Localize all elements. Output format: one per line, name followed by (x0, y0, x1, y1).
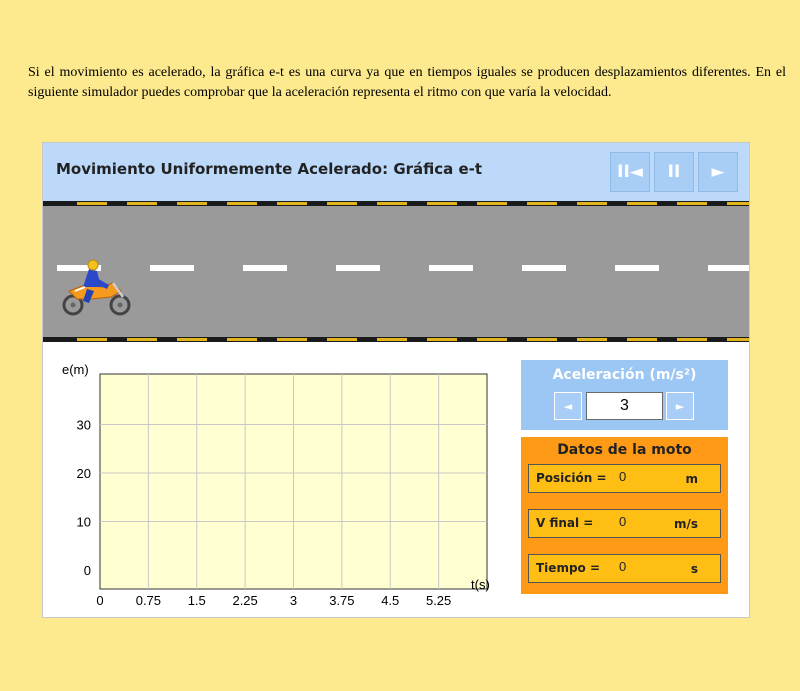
bottom-lane-marker (77, 338, 107, 341)
center-lane-dashes (57, 265, 749, 271)
position-unit: m (685, 472, 698, 486)
bottom-lane-marker (227, 338, 257, 341)
graph-xlabel: t(s) (471, 577, 490, 592)
datos-panel (521, 437, 728, 594)
play-button[interactable]: ► (698, 152, 738, 192)
decrease-acceleration-button[interactable]: ◄ (554, 392, 582, 420)
acceleration-title: Aceleración (m/s²) (552, 367, 697, 383)
x-axis-tick-labels (96, 593, 451, 608)
y-tick-label: 20 (76, 466, 91, 481)
center-lane-dash (708, 265, 749, 271)
y-tick-label: 0 (83, 563, 91, 578)
top-lane-marker (677, 202, 707, 205)
x-tick-label: 0.75 (135, 593, 162, 608)
bottom-lane-marker (527, 338, 557, 341)
x-tick-label: 3.75 (329, 593, 355, 608)
center-lane-dash (336, 265, 380, 271)
intro-paragraph: Si el movimiento es acelerado, la gráfica e-t es una curva ya que en tiempos iguales se producen desplazamientos diferentes. En el siguiente simulador puedes comprobar que la aceleración representa el ritmo con que varía la velocidad. (28, 65, 786, 100)
bottom-lane-marker (577, 338, 607, 341)
bottom-lane-marker (727, 338, 749, 341)
acceleration-panel (521, 360, 728, 430)
position-time-graph (43, 343, 513, 613)
top-lane-marker (727, 202, 749, 205)
bottom-lane-marker (277, 338, 307, 341)
bottom-lane-marker (327, 338, 357, 341)
final-velocity-row (528, 509, 721, 538)
x-tick-label: 1.5 (187, 593, 206, 608)
road-track (43, 201, 749, 342)
top-lane-marker (377, 202, 407, 205)
top-lane-marker (577, 202, 607, 205)
bottom-lane-marker (377, 338, 407, 341)
bottom-lane-marker (627, 338, 657, 341)
top-lane-marker (127, 202, 157, 205)
position-label: Posición = (536, 471, 607, 485)
top-lane-marker (177, 202, 207, 205)
center-lane-dash (150, 265, 194, 271)
center-lane-dash (522, 265, 566, 271)
center-lane-dash (615, 265, 659, 271)
top-lane-marker (527, 202, 557, 205)
increase-acceleration-button[interactable]: ► (666, 392, 694, 420)
bottom-lane-marker (477, 338, 507, 341)
y-tick-label: 30 (76, 417, 91, 433)
bottom-lane-marker (677, 338, 707, 341)
bottom-lane-marker (427, 338, 457, 341)
rewind-button[interactable]: II◄ (610, 152, 650, 192)
simulator-panel (42, 142, 750, 618)
top-lane-marker (327, 202, 357, 205)
road-drawing (43, 201, 749, 342)
top-lane-marker (227, 202, 257, 205)
top-lane-marker (627, 202, 657, 205)
pause-button[interactable]: II (654, 152, 694, 192)
x-tick-label: 3 (289, 593, 298, 608)
y-tick-label: 10 (76, 514, 91, 530)
position-row (528, 464, 721, 493)
y-axis-tick-labels (77, 418, 91, 579)
bottom-lane-marker (177, 338, 207, 341)
datos-title: Datos de la moto (557, 442, 692, 458)
x-tick-label: 5.25 (425, 593, 452, 608)
simulator-titlebar (43, 143, 749, 201)
time-unit: s (690, 562, 698, 576)
final-velocity-unit: m/s (673, 517, 698, 531)
x-tick-label: 2.25 (232, 593, 258, 608)
top-lane-marker (277, 202, 307, 205)
graph-ylabel: e(m) (62, 362, 89, 377)
x-tick-label: 0 (96, 593, 104, 608)
final-velocity-value: 0 (619, 514, 627, 529)
center-lane-dash (429, 265, 473, 271)
x-tick-label: 4.5 (381, 593, 400, 608)
time-value: 0 (619, 559, 627, 574)
position-value: 0 (619, 469, 627, 484)
center-lane-dash (243, 265, 287, 271)
top-lane-marker (477, 202, 507, 205)
top-lane-marker (77, 202, 107, 205)
acceleration-input[interactable]: 3 (586, 392, 663, 420)
bottom-lane-marker (127, 338, 157, 341)
simulator-title: Movimiento Uniformemente Acelerado: Gráfica e-t (56, 160, 483, 178)
final-velocity-label: V final = (536, 516, 594, 530)
time-row (528, 554, 721, 583)
top-lane-marker (427, 202, 457, 205)
time-label: Tiempo = (536, 561, 601, 575)
